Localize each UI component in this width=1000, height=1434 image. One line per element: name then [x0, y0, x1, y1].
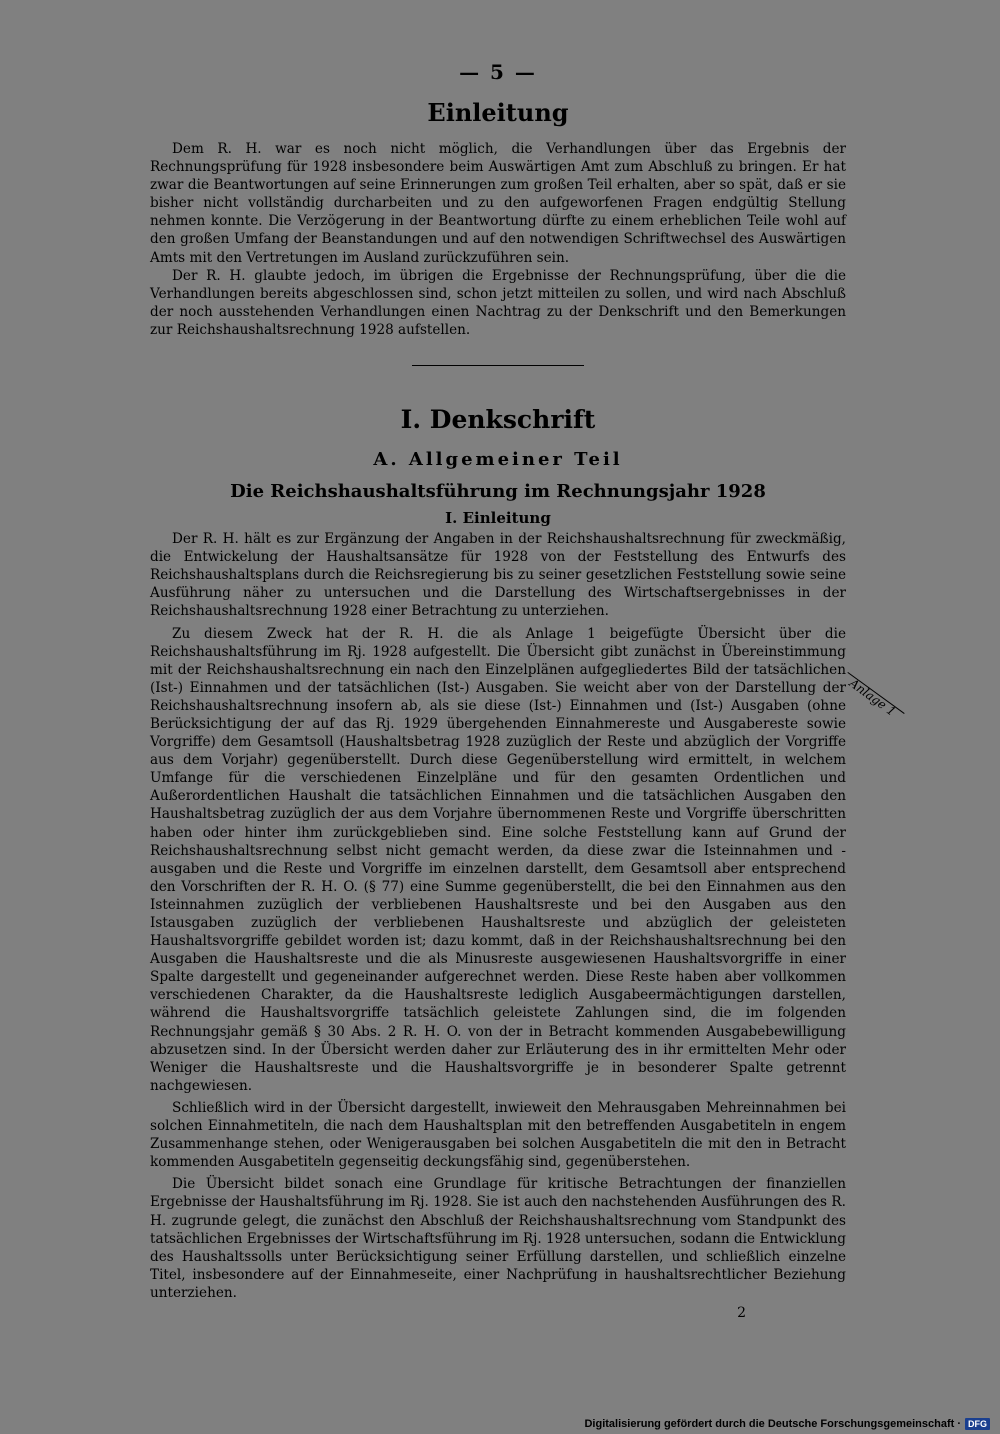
intro-heading: Einleitung: [427, 98, 569, 127]
section-divider: [412, 365, 584, 366]
dfg-logo-icon: DFG: [965, 1418, 990, 1430]
signature-mark: 2: [737, 1304, 746, 1321]
intro-paragraph-1: Dem R. H. war es noch nicht möglich, die Verhandlungen über das Ergebnis der Rechnungsprüfung für 1928 insbesondere beim Auswärtigen Amt zum Abschluß zu bringen. Er hat zwar die Beantwortungen auf seine Erinnerungen zum großen Teil erhalten, aber so spät, daß er sie bisher nicht vollständig durcharbeiten und zu den aufgeworfenen Fragen endgültig Stellung nehmen konnte. Die Verzögerung in der Beantwortung dürfte zu einem erheblichen Teile wohl auf den großen Umfang der Beanstandungen und auf den notwendigen Schriftwechsel des Auswärtigen Amts mit den Vertretungen im Ausland zurückzuführen sein.: [150, 141, 846, 266]
section-title: I. Denkschrift: [400, 405, 596, 435]
document-page: [150, 60, 846, 1322]
chapter-title: Die Reichshaushaltsführung im Rechnungsjahr 1928: [230, 481, 766, 503]
margin-note: Anlage 1: [846, 676, 899, 719]
footer-text: Digitalisierung gefördert durch die Deutsche Forschungsgemeinschaft ·: [584, 1418, 961, 1430]
body-paragraph-4: Die Übersicht bildet sonach eine Grundlage für kritische Betrachtungen der finanziellen Ergebnisse der Haushaltsführung im Rj. 1928. Sie ist auch den nachstehenden Ausführungen des R. H. zugrunde gelegt, die zunächst den Abschluß der Reichshaushaltsrechnung vom Standpunkt des tatsächlichen Ergebnisses der Wirtschaftsführung im Rj. 1928 untersuchen, sodann die Entwicklung des Haushaltssolls unter Berücksichtigung seiner Erfüllung darstellen, und schließlich einzelne Titel, insbesondere auf der Einnahmeseite, einer Nachprüfung in haushaltsrechtlicher Beziehung unterziehen.: [150, 1176, 846, 1301]
body-paragraph-1: Der R. H. hält es zur Ergänzung der Angaben in der Reichshaushaltsrechnung für zweckmäßig, die Entwickelung der Haushaltsansätze für 1928 von der Feststellung des Entwurfs des Reichshaushaltsplans durch die Reichsregierung bis zu seiner gesetzlichen Feststellung sowie seine Ausführung näher zu untersuchen und die Darstellung des Wirtschaftsergebnisses in der Reichshaushaltsrechnung 1928 einer Betrachtung zu unterziehen.: [150, 531, 846, 620]
body-paragraph-2: Zu diesem Zweck hat der R. H. die als Anlage 1 beigefügte Übersicht über die Reichshaushaltsführung im Rj. 1928 aufgestellt. Die Übersicht gibt zunächst in Übereinstimmung mit der Reichshaushaltsrechnung ein nach den Einzelplänen aufgegliedertes Bild der tatsächlichen (Ist-) Einnahmen und der tatsächlichen (Ist-) Ausgaben. Sie weicht aber von der Darstellung der Reichshaushaltsrechnung insofern ab, als sie diese (Ist-) Einnahmen und (Ist-) Ausgaben (ohne Berücksichtigung der auf das Rj. 1929 übergehenden Einnahmereste und Ausgabereste sowie Vorgriffe) dem Gesamtsoll (Haushaltsbetrag 1928 zuzüglich der Reste und abzüglich der Vorgriffe aus dem Vorjahr) gegenüberstellt. Durch diese Gegenüberstellung wird ermittelt, in welchem Umfange für die verschiedenen Einzelpläne und für den gesamten Ordentlichen und Außerordentlichen Haushalt die tatsächlichen Einnahmen und die tatsächlichen Ausgaben den Haushaltsbetrag zuzüglich der aus dem Vorjahre übernommenen Reste und Vorgriffe überschritten haben oder hinter ihm zurückgeblieben sind. Eine solche Feststellung kann auf Grund der Reichshaushaltsrechnung selbst nicht gemacht werden, da diese zwar die Isteinnahmen und -ausgaben und die Reste und Vorgriffe im einzelnen darstellt, dem Gesamtsoll aber entsprechend den Vorschriften der R. H. O. (§ 77) eine Summe gegenüberstellt, die bei den Einnahmen aus den Isteinnahmen zuzüglich der verbliebenen Haushaltsreste und bei den Ausgaben aus den Istausgaben zuzüglich der verbliebenen Haushaltsreste und abzüglich der geleisteten Haushaltsvorgriffe gebildet worden ist; dazu kommt, daß in der Reichshaushaltsrechnung bei den Ausgaben die Haushaltsreste und die als Minusreste ausgewiesenen Haushaltsvorgriffe in einer Spalte dargestellt und gegeneinander aufgerechnet werden. Diese Reste haben aber vollkommen verschiedenen Charakter, da die Haushaltsreste lediglich Ausgabeermächtigungen darstellen, während die Haushaltsvorgriffe tatsächlich geleistete Zahlungen sind, die im folgenden Rechnungsjahr gemäß § 30 Abs. 2 R. H. O. von der in Betracht kommenden Ausgabebewilligung abzusetzen sind. In der Übersicht werden daher zur Erläuterung des in ihr ermittelten Mehr oder Weniger die Haushaltsreste und die Haushaltsvorgriffe je in besonderer Spalte getrennt nachgewiesen.: [150, 625, 846, 1094]
body-paragraph-3: Schließlich wird in der Übersicht dargestellt, inwieweit den Mehrausgaben Mehreinnahmen bei solchen Einnahmetiteln, die nach dem Haushaltsplan mit den betreffenden Ausgabetiteln in engem Zusammenhange stehen, oder Wenigerausgaben bei solchen Ausgabetiteln die mit den in Betracht kommenden Ausgabetiteln gegenseitig deckungsfähig sind, gegenüberstehen.: [150, 1099, 846, 1171]
subchapter-title: I. Einleitung: [445, 509, 551, 528]
footer-credit: [584, 1418, 990, 1430]
page-number: — 5 —: [459, 60, 537, 84]
part-title: A. Allgemeiner Teil: [373, 449, 623, 471]
intro-paragraph-2: Der R. H. glaubte jedoch, im übrigen die Ergebnisse der Rechnungsprüfung, über die die Verhandlungen bereits abgeschlossen sind, schon jetzt mitteilen zu sollen, und wird nach Abschluß der noch ausstehenden Verhandlungen einen Nachtrag zu der Denkschrift und den Bemerkungen zur Reichshaushaltsrechnung 1928 aufstellen.: [150, 267, 846, 338]
